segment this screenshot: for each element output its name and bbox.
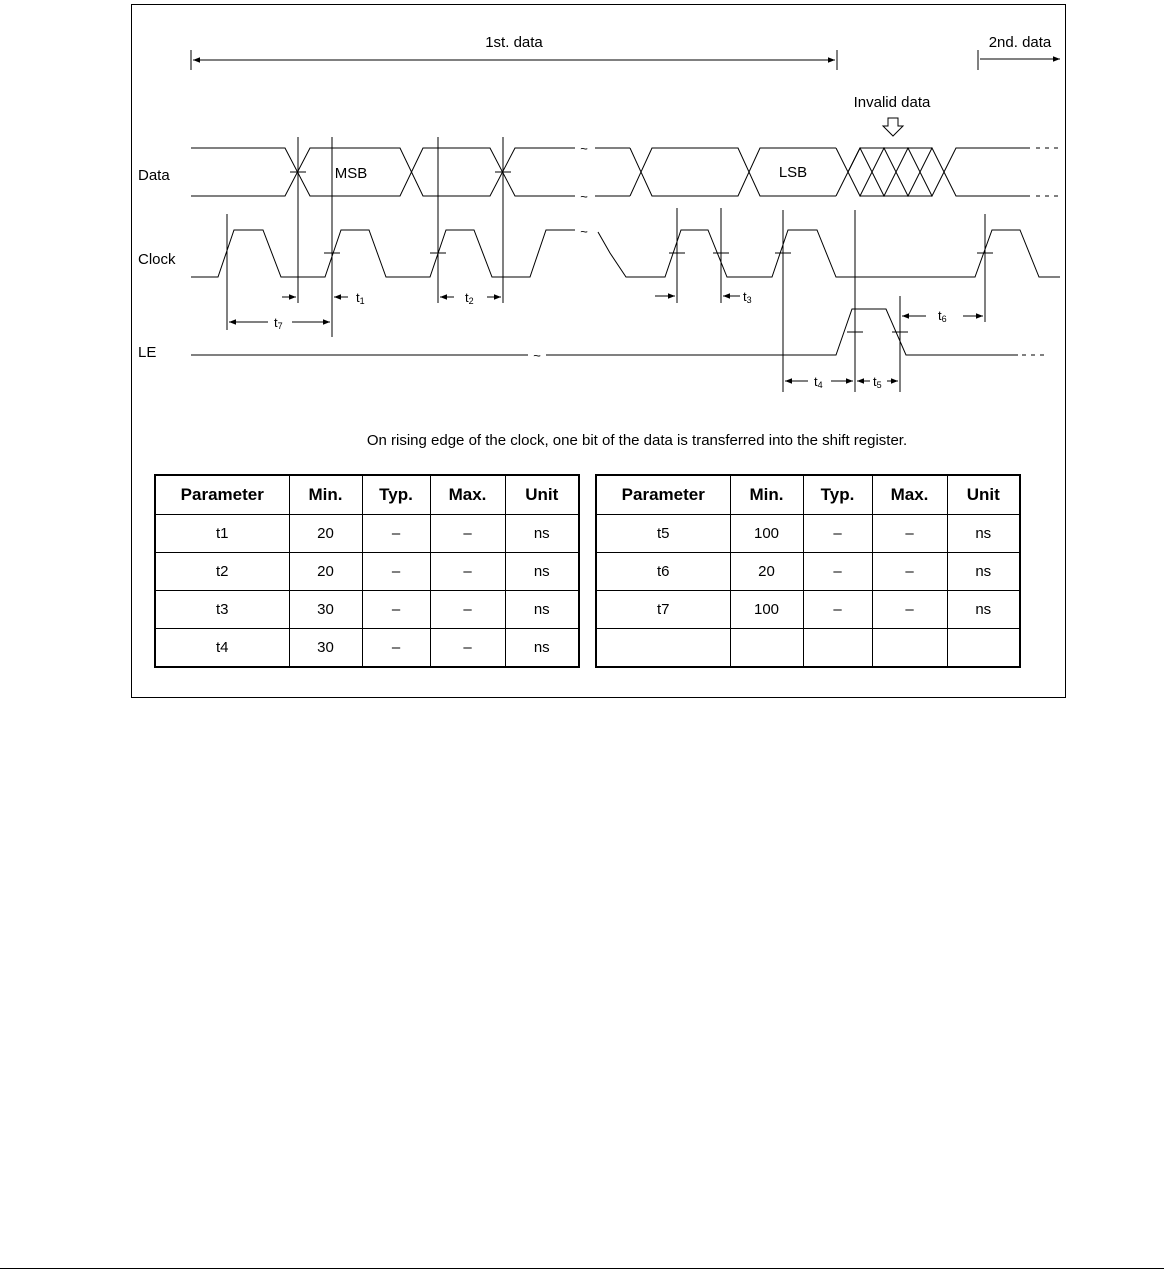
table-row bbox=[596, 515, 1020, 553]
header-typ: Typ. bbox=[362, 475, 430, 515]
cell-parameter: t3 bbox=[155, 591, 289, 629]
t7-label: t7 bbox=[274, 315, 283, 331]
le-break: ~ bbox=[533, 348, 541, 363]
cell-typ: – bbox=[362, 553, 430, 591]
data-signal-label: Data bbox=[138, 167, 170, 184]
cell-parameter: t1 bbox=[155, 515, 289, 553]
diagram-caption: On rising edge of the clock, one bit of the data is transferred into the shift register. bbox=[366, 432, 908, 449]
cell-max: – bbox=[430, 591, 505, 629]
t2-label: t2 bbox=[465, 290, 474, 306]
table-row bbox=[596, 553, 1020, 591]
cell-min: 30 bbox=[289, 629, 362, 668]
data-break-upper: ~ bbox=[580, 141, 588, 156]
clock-break: ~ bbox=[580, 224, 588, 239]
cell-min: 20 bbox=[289, 553, 362, 591]
header-max: Max. bbox=[872, 475, 947, 515]
cell-min: 100 bbox=[730, 515, 803, 553]
cell-unit: ns bbox=[947, 553, 1020, 591]
cell-min: 30 bbox=[289, 591, 362, 629]
cell-parameter: t5 bbox=[596, 515, 730, 553]
second-data-span bbox=[978, 50, 1060, 70]
table-header-row bbox=[596, 475, 1020, 515]
cell-unit: ns bbox=[505, 629, 579, 668]
t6-label: t6 bbox=[938, 308, 947, 324]
cell-min: 20 bbox=[289, 515, 362, 553]
cell-max: – bbox=[430, 553, 505, 591]
cell-unit: ns bbox=[505, 553, 579, 591]
cell-max: – bbox=[872, 553, 947, 591]
cell-typ: – bbox=[803, 515, 872, 553]
table-row bbox=[155, 629, 579, 668]
cell-unit: ns bbox=[505, 591, 579, 629]
data-waveform bbox=[191, 148, 1060, 196]
cell-typ bbox=[803, 629, 872, 668]
header-min: Min. bbox=[730, 475, 803, 515]
t4-label: t4 bbox=[814, 374, 823, 390]
cell-typ: – bbox=[362, 515, 430, 553]
table-row bbox=[596, 591, 1020, 629]
cell-typ: – bbox=[803, 553, 872, 591]
cell-unit: ns bbox=[947, 591, 1020, 629]
t1-label: t1 bbox=[356, 290, 365, 306]
cell-max: – bbox=[430, 515, 505, 553]
table-row-empty bbox=[596, 629, 1020, 668]
t3-label: t3 bbox=[743, 289, 752, 305]
table-row bbox=[155, 515, 579, 553]
clock-signal-label: Clock bbox=[138, 251, 176, 268]
table-row bbox=[155, 553, 579, 591]
first-data-span bbox=[191, 50, 837, 70]
first-data-label: 1st. data bbox=[485, 34, 543, 51]
header-parameter: Parameter bbox=[155, 475, 289, 515]
second-data-label: 2nd. data bbox=[988, 34, 1052, 51]
header-typ: Typ. bbox=[803, 475, 872, 515]
cell-max bbox=[872, 629, 947, 668]
clock-waveform bbox=[191, 230, 1060, 277]
lsb-label: LSB bbox=[778, 164, 808, 181]
cell-parameter: t7 bbox=[596, 591, 730, 629]
table-row bbox=[155, 591, 579, 629]
cell-min bbox=[730, 629, 803, 668]
cell-typ: – bbox=[362, 591, 430, 629]
page-bottom-rule bbox=[0, 1268, 1164, 1269]
cell-parameter: t4 bbox=[155, 629, 289, 668]
header-max: Max. bbox=[430, 475, 505, 515]
timing-table-right bbox=[595, 474, 1021, 668]
t5-label: t5 bbox=[873, 374, 882, 390]
header-unit: Unit bbox=[505, 475, 579, 515]
header-parameter: Parameter bbox=[596, 475, 730, 515]
invalid-data-arrow-icon bbox=[883, 118, 903, 136]
cell-parameter: t6 bbox=[596, 553, 730, 591]
cell-typ: – bbox=[803, 591, 872, 629]
cell-max: – bbox=[872, 515, 947, 553]
cell-max: – bbox=[430, 629, 505, 668]
invalid-data-label: Invalid data bbox=[853, 94, 931, 111]
header-min: Min. bbox=[289, 475, 362, 515]
cell-min: 20 bbox=[730, 553, 803, 591]
cell-unit: ns bbox=[505, 515, 579, 553]
cell-unit bbox=[947, 629, 1020, 668]
le-signal-label: LE bbox=[138, 344, 157, 361]
cell-min: 100 bbox=[730, 591, 803, 629]
cell-typ: – bbox=[362, 629, 430, 668]
table-header-row bbox=[155, 475, 579, 515]
cell-parameter bbox=[596, 629, 730, 668]
cell-parameter: t2 bbox=[155, 553, 289, 591]
header-unit: Unit bbox=[947, 475, 1020, 515]
cell-max: – bbox=[872, 591, 947, 629]
data-break-lower: ~ bbox=[580, 189, 588, 204]
cell-unit: ns bbox=[947, 515, 1020, 553]
msb-label: MSB bbox=[334, 165, 368, 182]
timing-table-left bbox=[154, 474, 580, 668]
